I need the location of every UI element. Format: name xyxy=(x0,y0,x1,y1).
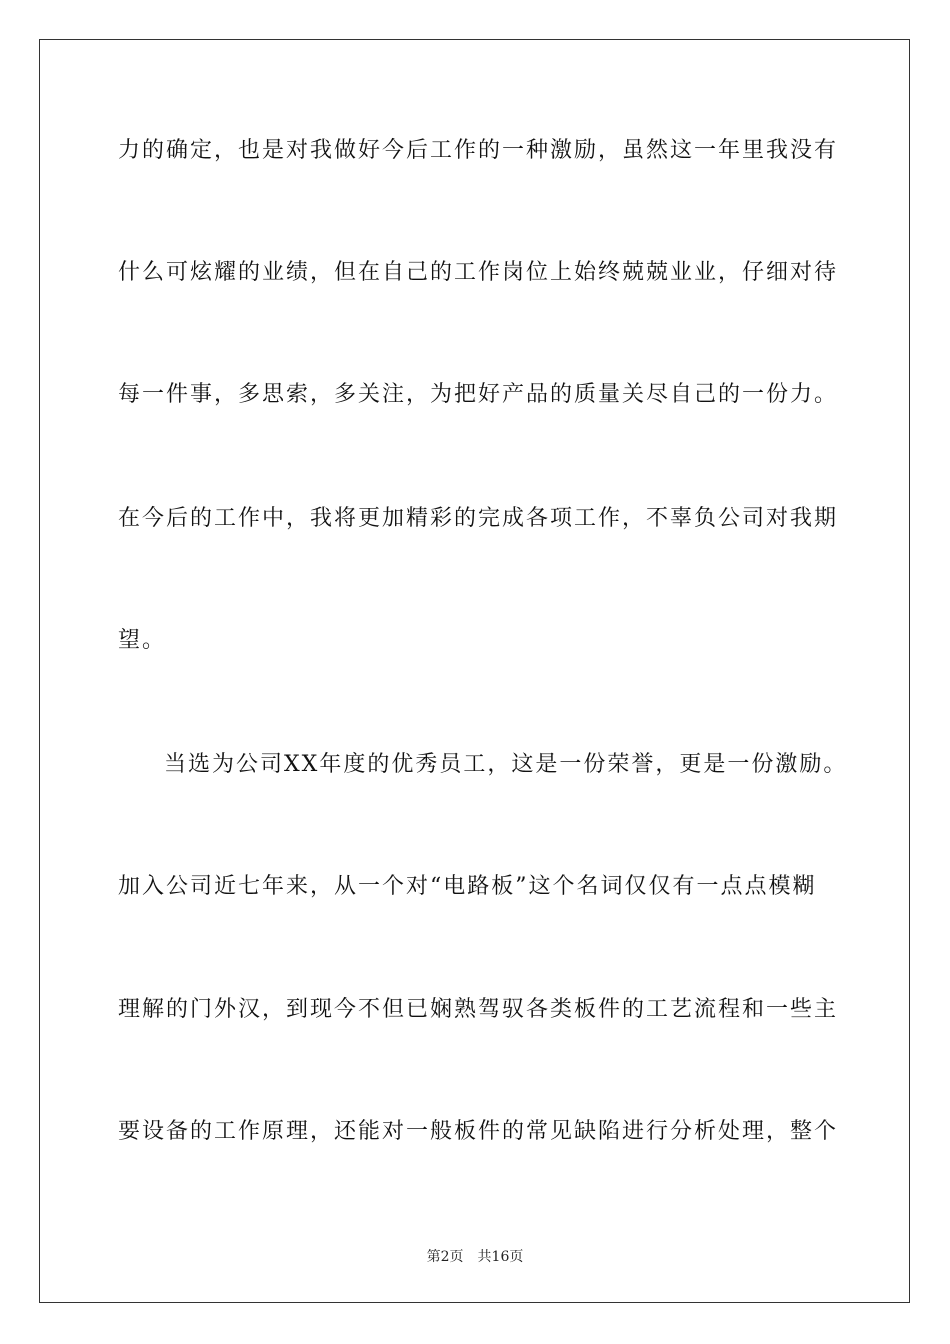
page-footer xyxy=(0,1247,950,1267)
body-line-6-paragraph-start: 当选为公司XX年度的优秀员工，这是一份荣誉，更是一份激励。 xyxy=(164,752,848,777)
body-line-8: 理解的门外汉，到现今不但已娴熟驾驭各类板件的工艺流程和一些主 xyxy=(118,997,839,1022)
body-line-4: 在今后的工作中，我将更加精彩的完成各项工作，不辜负公司对我期 xyxy=(118,506,839,531)
body-line-7: 加入公司近七年来，从一个对“电路板”这个名词仅仅有一点点模糊 xyxy=(118,874,817,899)
page-frame xyxy=(39,39,910,1303)
body-line-5: 望。 xyxy=(118,628,167,653)
body-line-9: 要设备的工作原理，还能对一般板件的常见缺陷进行分析处理，整个 xyxy=(118,1119,839,1144)
body-line-2: 什么可炫耀的业绩，但在自己的工作岗位上始终兢兢业业，仔细对待 xyxy=(118,260,839,285)
body-line-1: 力的确定，也是对我做好今后工作的一种激励，虽然这一年里我没有 xyxy=(118,138,839,163)
body-line-3: 每一件事，多思索，多关注，为把好产品的质量关尽自己的一份力。 xyxy=(118,382,839,407)
page-number-total: 共16页 xyxy=(477,1249,524,1265)
page-number-current: 第2页 xyxy=(426,1249,464,1265)
